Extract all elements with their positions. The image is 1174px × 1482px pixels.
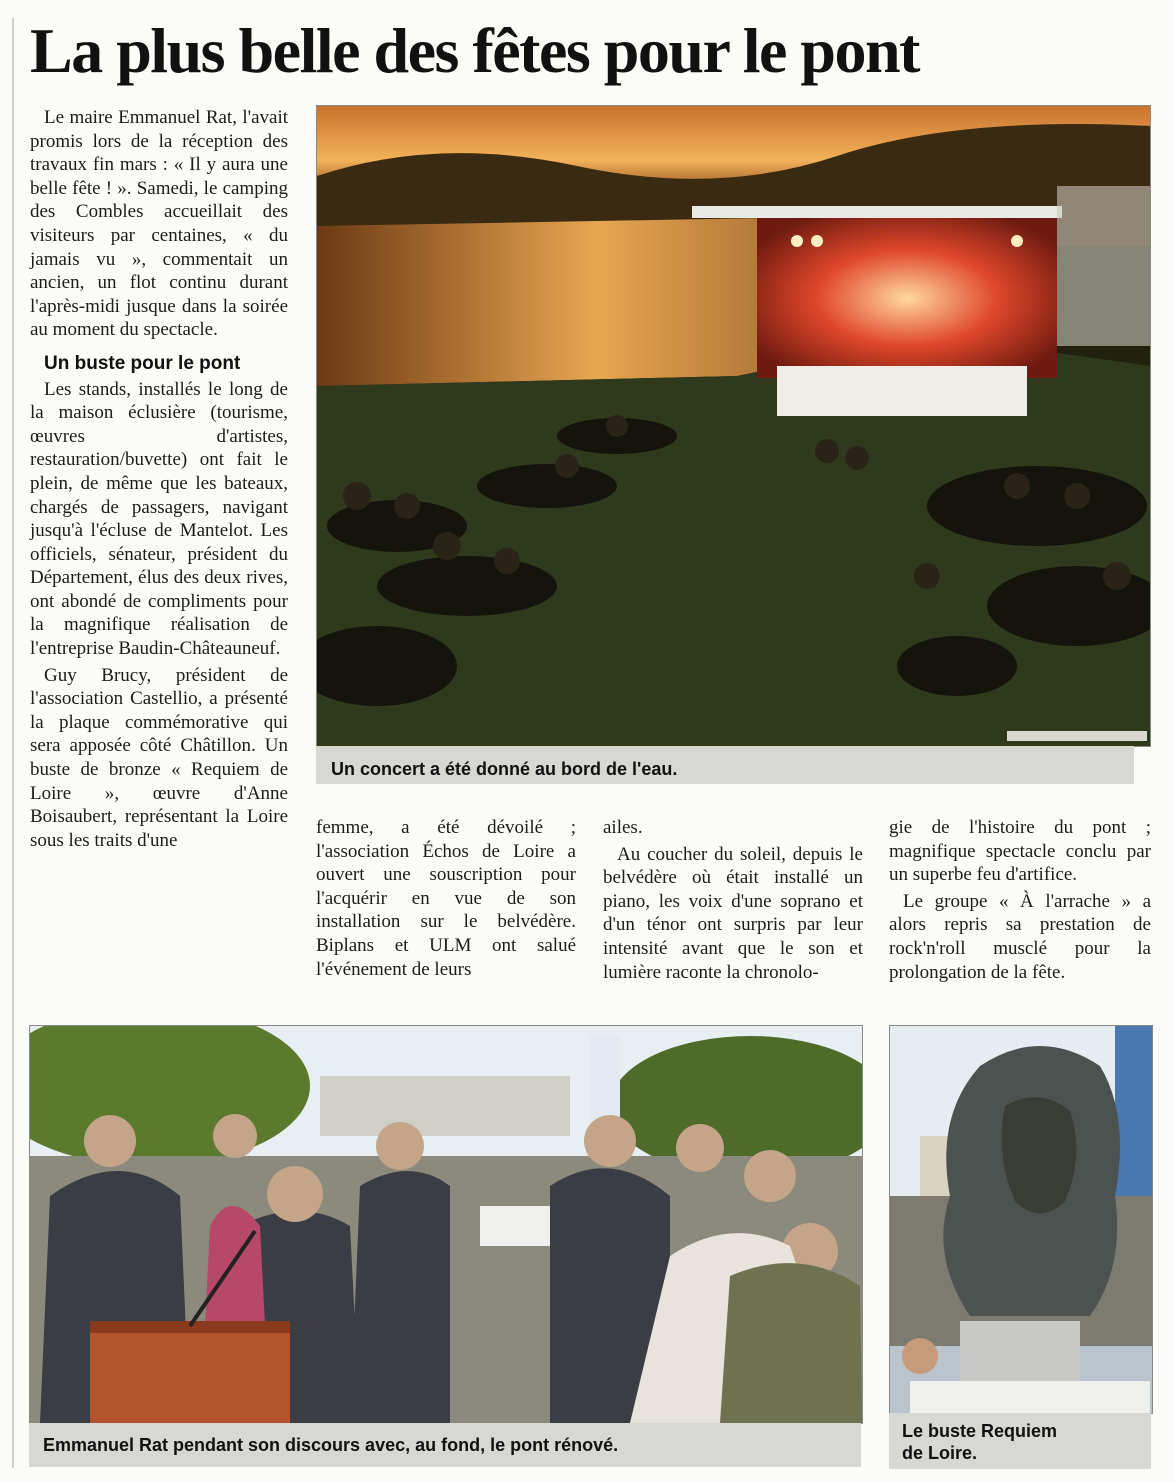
- concert-photo: [316, 105, 1151, 747]
- speech-photo: [29, 1025, 863, 1424]
- paragraph-intro: Le maire Emmanuel Rat, l'avait promis lors de la réception des travaux fin mars : « Il y aura une belle fête ! ». Samedi, le camping des Combles accueillait des visiteurs par centaines, « du jamais vu », commentait un ancien, un flot continu durant l'après-midi jusque dans la soirée au moment du spectacle.: [30, 107, 288, 341]
- subheading: Un buste pour le pont: [44, 352, 241, 374]
- paragraph-wings: ailes.: [603, 817, 643, 838]
- caption-concert-text: Un concert a été donné au bord de l'eau.: [331, 759, 678, 779]
- paragraph-sunset: Au coucher du soleil, depuis le belvédère où était installé un piano, les voix d'une soprano et d'un ténor ont surpris par leur intensité avant que le son et lumière raconte la chronolo-: [603, 843, 863, 983]
- text-column-1: [30, 106, 288, 852]
- caption-bust: [889, 1413, 1151, 1469]
- caption-speech: [29, 1423, 861, 1467]
- paragraph-history: gie de l'histoire du pont ; magnifique spectacle conclu par un superbe feu d'artifice.: [889, 817, 1151, 886]
- bust-photo: [889, 1025, 1153, 1414]
- caption-speech-text: Emmanuel Rat pendant son discours avec, au fond, le pont rénové.: [43, 1435, 619, 1455]
- caption-bust-line1: Le buste Requiem: [902, 1421, 1058, 1441]
- caption-concert: [316, 746, 1134, 784]
- text-column-4: [889, 816, 1151, 984]
- text-column-3: [603, 816, 863, 984]
- paragraph-band: Le groupe « À l'arrache » a alors repris sa prestation de rock'n'roll musclé pour la prolongation de la fête.: [889, 890, 1151, 983]
- text-column-2: [316, 816, 576, 981]
- headline: La plus belle des fêtes pour le pont: [30, 15, 919, 86]
- paragraph-stands: Les stands, installés le long de la maison éclusière (tourisme, œuvres d'artistes, restauration/buvette) ont fait le plein, de même que les bateaux, chargés de passagers, navigant jusqu'à l'écluse de Mantelot. Les officiels, sénateur, président du Département, élus des deux rives, ont abondé de compliments pour la magnifique réalisation de l'entreprise Baudin-Châteauneuf.: [30, 378, 288, 660]
- paragraph-plaque: Guy Brucy, président de l'association Castellio, a présenté la plaque commémorative qui sera apposée côté Châtillon. Un buste de bronze « Requiem de Loire », œuvre d'Anne Boisaubert, représentant la Loire sous les traits d'une: [30, 664, 288, 851]
- paragraph-bust: femme, a été dévoilé ; l'association Échos de Loire a ouvert une souscription pour l'acquérir en vue de son installation sur le belvédère. Biplans et ULM ont salué l'événement de leurs: [316, 817, 576, 980]
- caption-bust-line2: de Loire.: [902, 1443, 978, 1463]
- column-rule: [12, 18, 14, 1468]
